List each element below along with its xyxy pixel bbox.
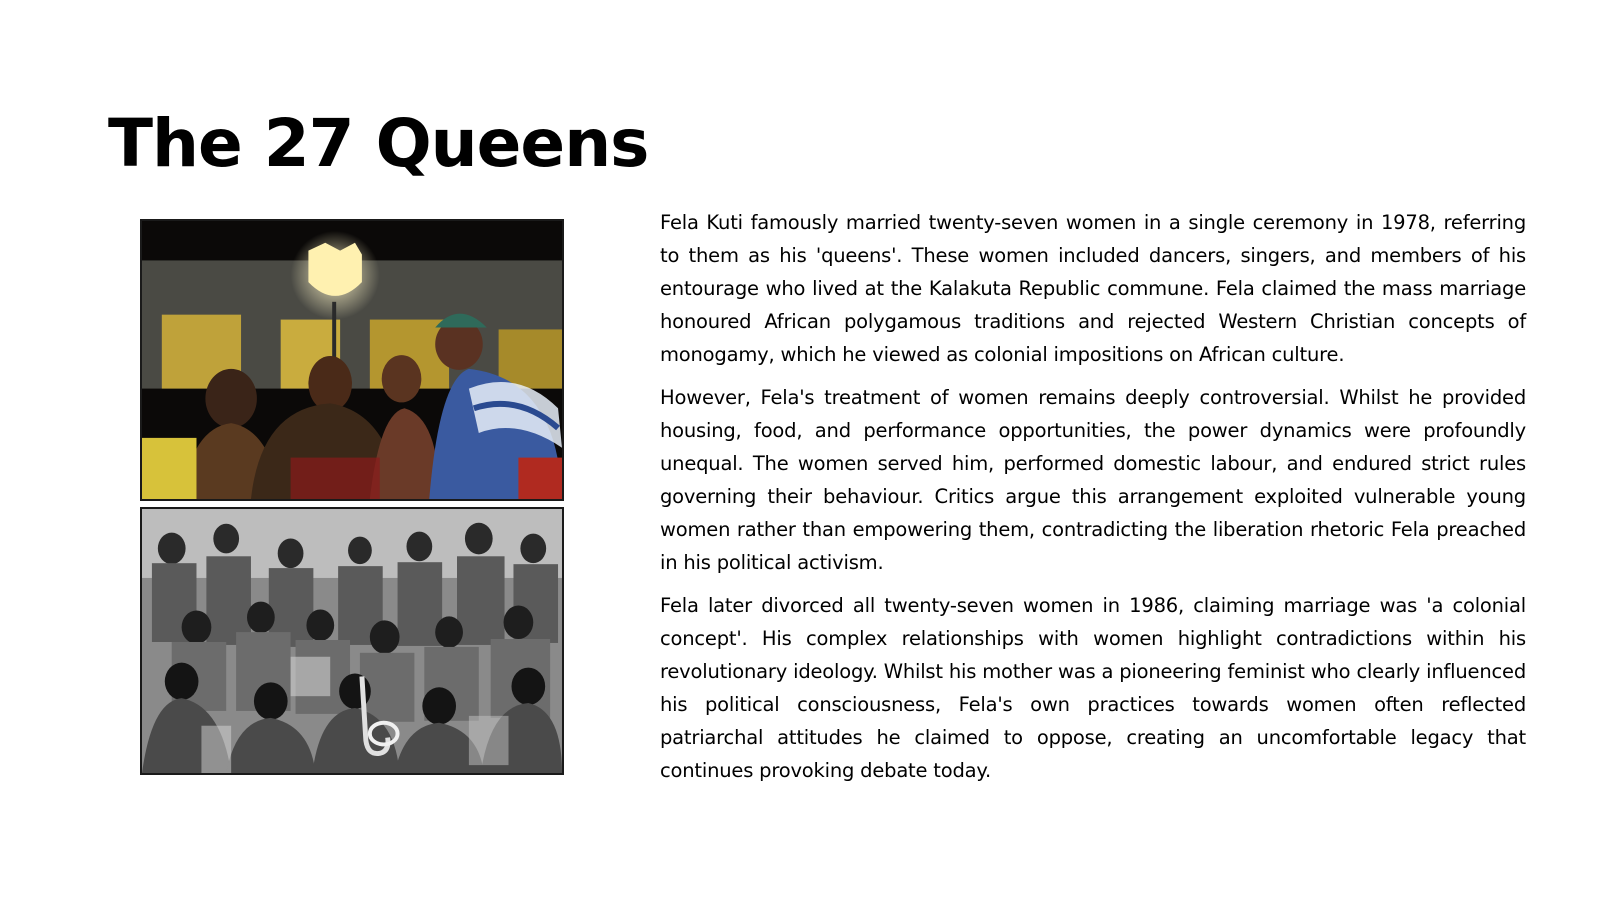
body-text <box>660 206 1526 797</box>
paragraph-controversy: However, Fela's treatment of women remains deeply controversial. Whilst he provided housing, food, and performance opportunities, the power dynamics were profoundly unequal. The women served him, performed domestic labour, and endured strict rules governing their behaviour. Critics argue this arrangement exploited vulnerable young women rather than empowering them, contradicting the liberation rhetoric Fela preached in his political activism. <box>660 386 1526 574</box>
color-photo <box>140 219 564 501</box>
bw-photo <box>140 507 564 775</box>
color-photo-illustration <box>142 221 562 499</box>
bw-photo-illustration <box>142 509 562 773</box>
paragraph-divorce: Fela later divorced all twenty-seven women in 1986, claiming marriage was 'a colonial concept'. His complex relationships with women highlight contradictions within his revolutionary ideology. Whilst his mother was a pioneering feminist who clearly influenced his political consciousness, Fela's own practices towards women often reflected patriarchal attitudes he claimed to oppose, creating an uncomfortable legacy that continues provoking debate today. <box>660 594 1526 782</box>
paragraph-marriage: Fela Kuti famously married twenty-seven women in a single ceremony in 1978, referring to them as his 'queens'. These women included dancers, singers, and members of his entourage who lived at the Kalakuta Republic commune. Fela claimed the mass marriage honoured African polygamous traditions and rejected Western Christian concepts of monogamy, which he viewed as colonial impositions on African culture. <box>660 211 1526 366</box>
slide-title: The 27 Queens <box>108 105 649 182</box>
